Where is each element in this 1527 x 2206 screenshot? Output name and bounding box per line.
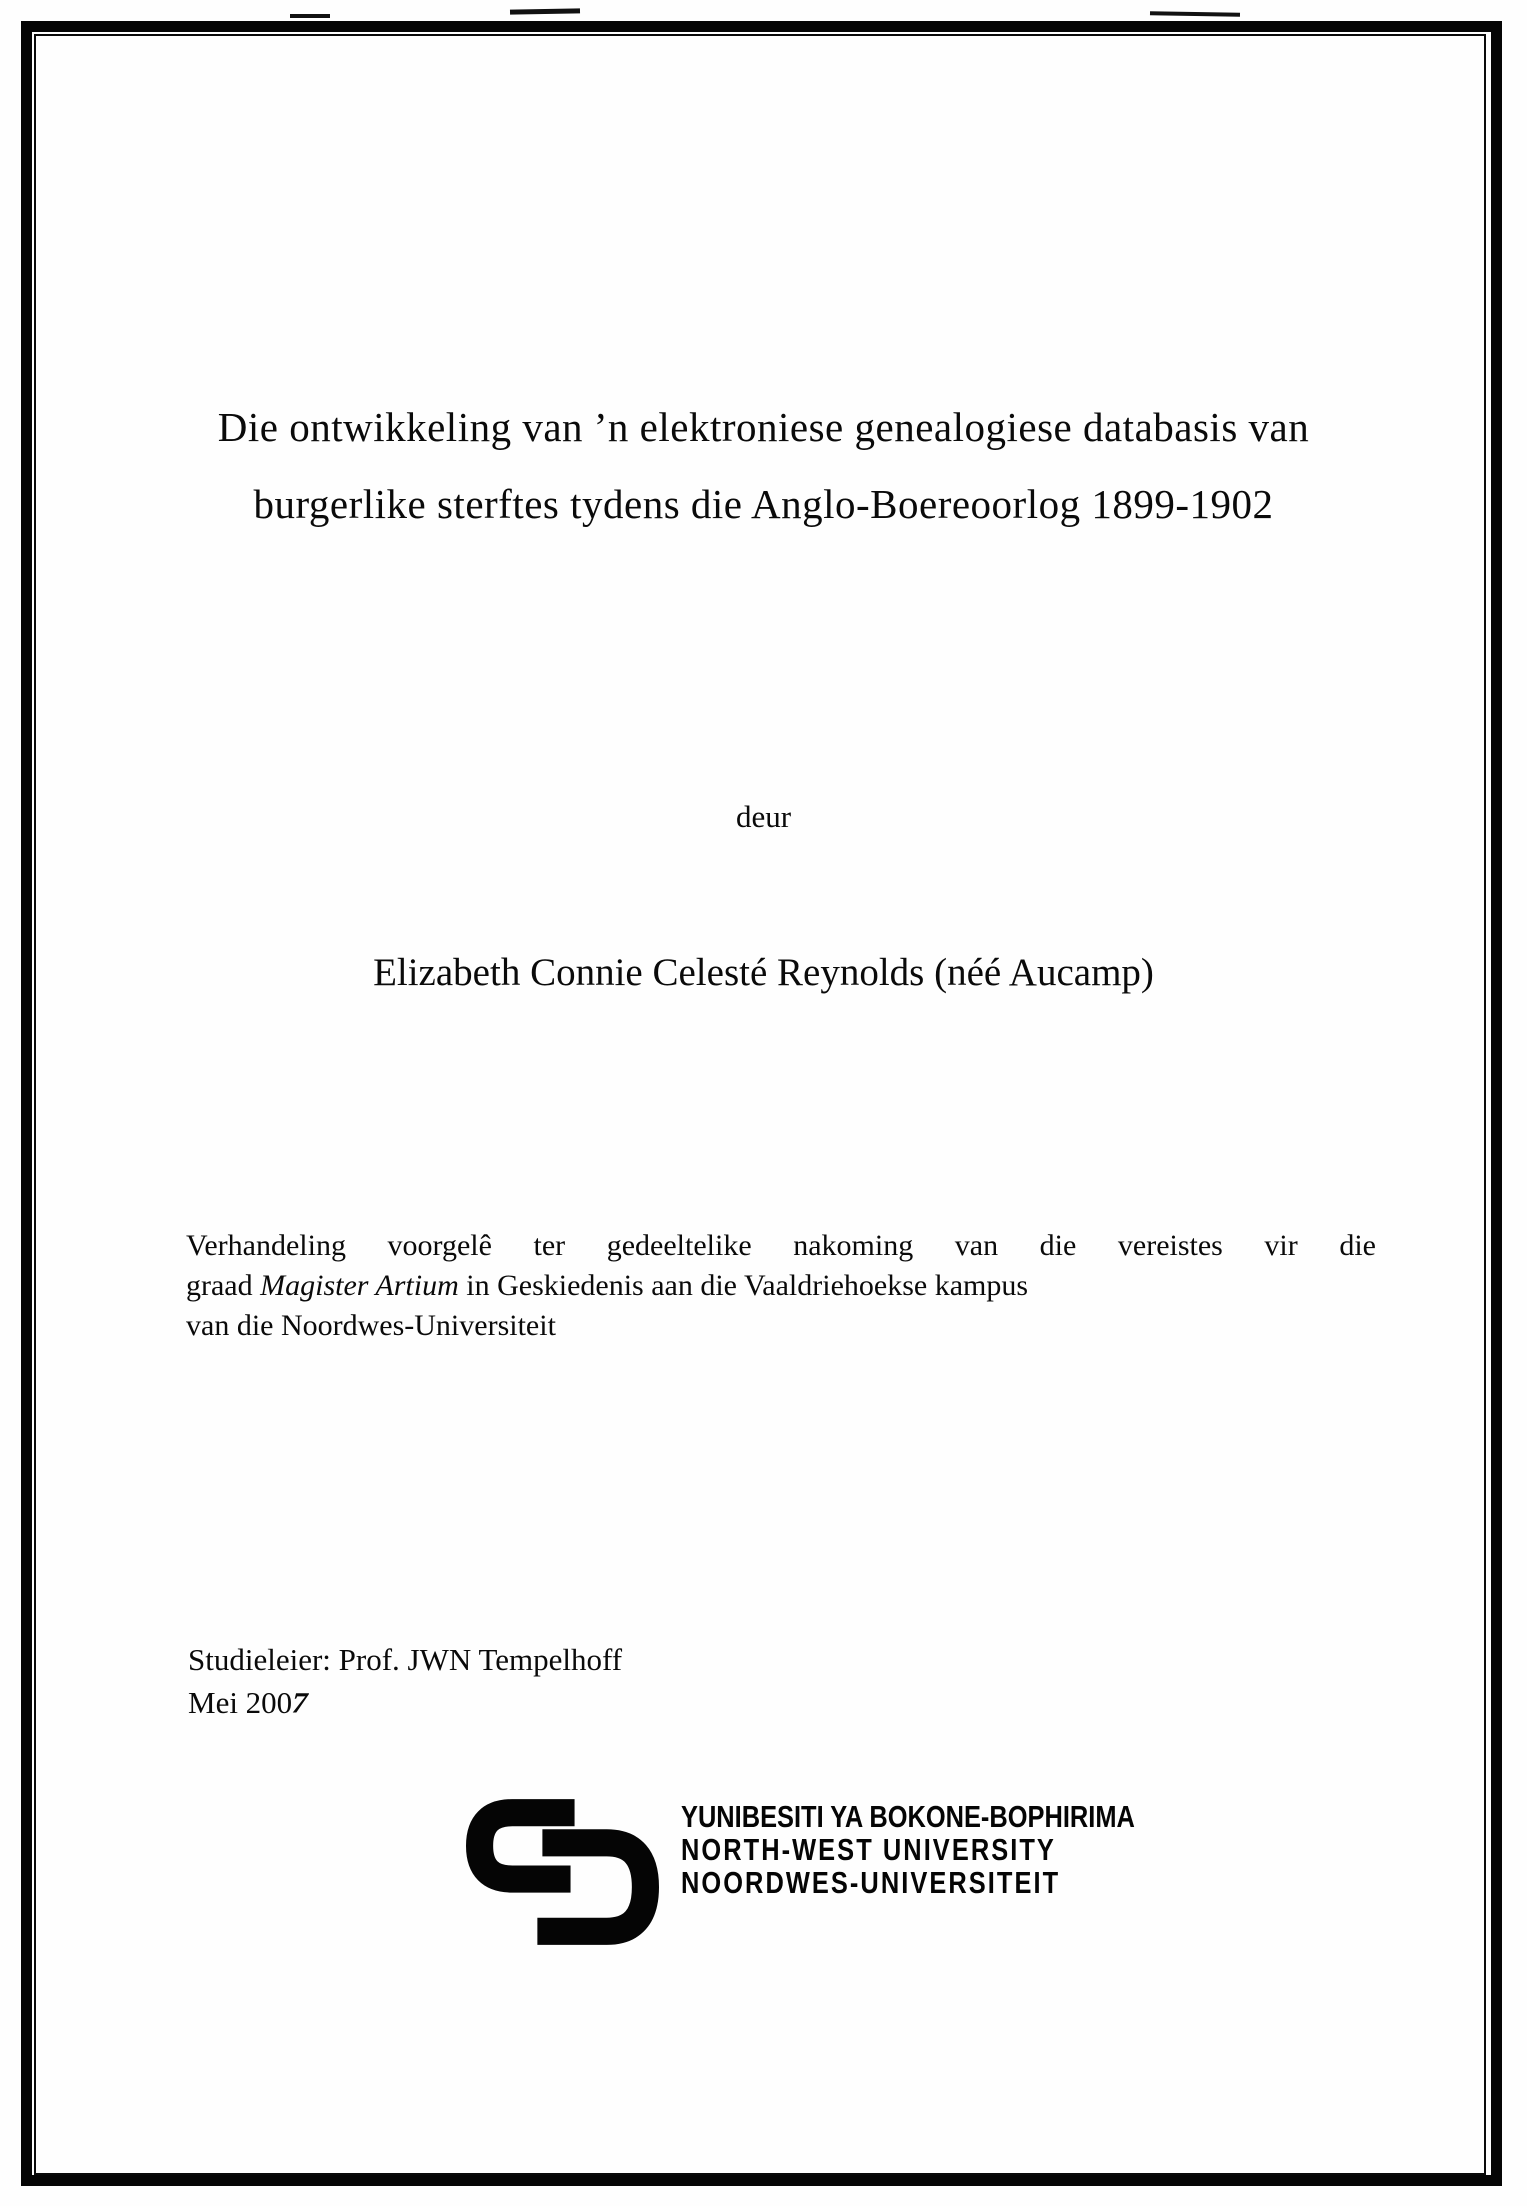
degree-statement-line1: Verhandeling voorgelê ter gedeeltelike nakoming van die vereistes vir die	[186, 1229, 1376, 1262]
nwu-logo-text	[681, 1799, 1135, 1900]
degree-statement-line3: van die Noordwes-Universiteit	[186, 1309, 556, 1342]
byline-label: deur	[735, 799, 792, 834]
degree-statement-line2-suffix: in Geskiedenis aan die Vaaldriehoekse kampus	[458, 1269, 1029, 1302]
nwu-logo-line3: NOORDWES-UNIVERSITEIT	[681, 1865, 1061, 1900]
nwu-logo-line1: YUNIBESITI YA BOKONE-BOPHIRIMA	[681, 1799, 1135, 1834]
author-name: Elizabeth Connie Celesté Reynolds (néé Aucamp)	[373, 951, 1154, 994]
date-prefix: Mei 200	[188, 1685, 293, 1720]
interlocked-links-logo-icon	[466, 1799, 659, 1948]
nwu-logo-line2: NORTH-WEST UNIVERSITY	[681, 1832, 1056, 1867]
supervisor-block	[188, 1638, 622, 1724]
scan-artifact	[290, 14, 330, 18]
date-line	[188, 1681, 622, 1724]
degree-statement-line2	[186, 1266, 1376, 1306]
thesis-title-line1: Die ontwikkeling van ’n elektroniese genealogiese databasis van	[217, 404, 1310, 450]
date-last-digit: 7	[288, 1685, 312, 1720]
thesis-title	[0, 389, 1527, 543]
degree-statement	[186, 1226, 1376, 1346]
degree-name-italic: Magister Artium	[260, 1269, 459, 1302]
scan-artifact	[510, 8, 580, 14]
degree-statement-line2-prefix: graad	[186, 1269, 261, 1302]
thesis-title-line2: burgerlike sterftes tydens die Anglo-Boereoorlog 1899-1902	[253, 481, 1274, 527]
supervisor-line: Studieleier: Prof. JWN Tempelhoff	[188, 1642, 623, 1677]
scan-artifact	[1150, 11, 1240, 17]
